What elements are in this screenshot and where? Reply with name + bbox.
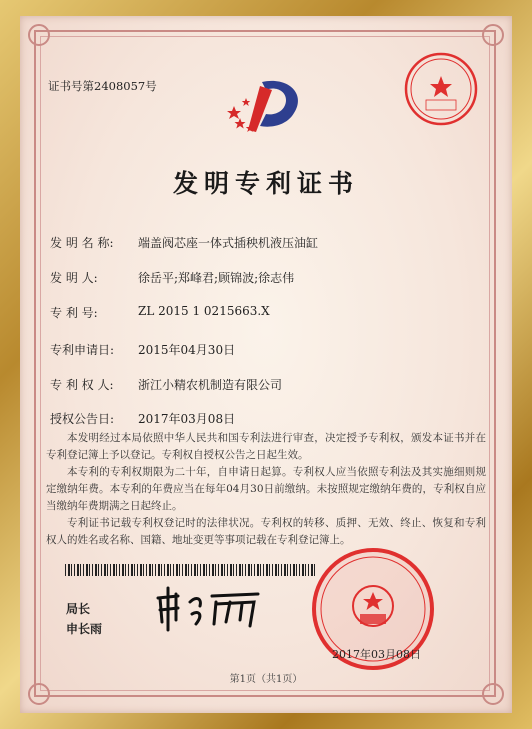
- director-title: 局长: [66, 602, 91, 616]
- page-footer: 第1页（共1页）: [229, 674, 303, 685]
- field-value-patentee: 浙江小精农机制造有限公司: [138, 378, 283, 392]
- field-value-grant-date: 2017年03月08日: [138, 412, 236, 426]
- field-label-patent-number: 专 利 号:: [50, 306, 98, 320]
- field-label-invention-name: 发 明 名 称:: [50, 236, 114, 250]
- paragraph-grant: 本发明经过本局依照中华人民共和国专利法进行审查，决定授予专利权，颁发本证书并在专利登记簿上予以登记。专利权自授权公告之日起生效。: [46, 432, 486, 461]
- field-label-inventors: 发 明 人:: [50, 271, 98, 285]
- corner-ornament: [28, 24, 50, 46]
- certificate-paper: [20, 16, 512, 713]
- certificate-number: 证书号第2408057号: [48, 79, 157, 93]
- paragraph-term: 本专利的专利权期限为二十年，自申请日起算。专利权人应当依照专利法及其实施细则规定缴纳年费。本专利的年费应当在每年04月30日前缴纳。未按照规定缴纳年费的，专利权自应当缴纳年费期满之日起终止。: [46, 466, 486, 512]
- field-label-grant-date: 授权公告日:: [50, 412, 115, 426]
- document-title: 发明专利证书: [172, 169, 359, 198]
- signature-icon: [150, 584, 270, 634]
- publisher-seal-icon: [402, 50, 480, 128]
- patent-office-logo-icon: [226, 76, 308, 138]
- corner-ornament: [482, 683, 504, 705]
- field-value-patent-number: ZL 2015 1 0215663.X: [138, 304, 270, 318]
- field-value-inventors: 徐岳平;郑峰君;顾锦波;徐志伟: [138, 271, 295, 285]
- seal-date: 2017年03月08日: [332, 648, 421, 661]
- corner-ornament: [28, 683, 50, 705]
- barcode: [65, 564, 315, 576]
- field-value-filing-date: 2015年04月30日: [138, 343, 236, 357]
- field-value-invention-name: 端盖阀芯座一体式插秧机液压油缸: [138, 236, 319, 250]
- field-label-filing-date: 专利申请日:: [50, 343, 115, 357]
- director-name: 申长雨: [66, 622, 103, 636]
- field-label-patentee: 专 利 权 人:: [50, 378, 114, 392]
- paragraph-legal-status: 专利证书记载专利权登记时的法律状况。专利权的转移、质押、无效、终止、恢复和专利权人的姓名或名称、国籍、地址变更等事项记载在专利登记簿上。: [46, 517, 486, 546]
- corner-ornament: [482, 24, 504, 46]
